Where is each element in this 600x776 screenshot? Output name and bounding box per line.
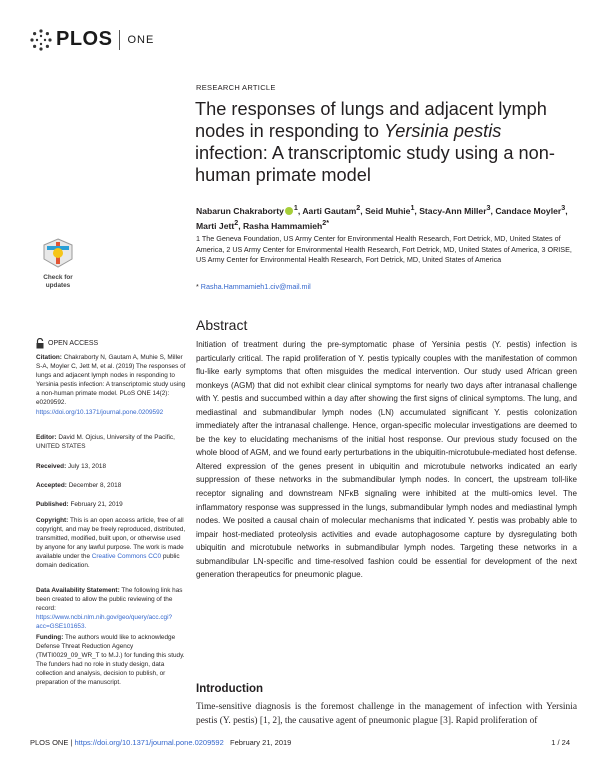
- check-updates-label: Check for updates: [43, 274, 73, 289]
- crossmark-icon: [37, 237, 79, 269]
- published-label: Published:: [36, 501, 69, 508]
- received-label: Received:: [36, 463, 67, 470]
- open-access-label: OPEN ACCESS: [48, 340, 99, 347]
- journal-logo[interactable]: [30, 28, 154, 51]
- author-name[interactable]: Aarti Gautam: [302, 205, 357, 216]
- author-name[interactable]: Stacy-Ann Miller: [419, 205, 487, 216]
- received-block: [36, 462, 186, 471]
- abstract-heading: Abstract: [196, 317, 248, 333]
- footer-doi-link[interactable]: https://doi.org/10.1371/journal.pone.0209592: [74, 738, 224, 747]
- accepted-block: [36, 481, 186, 490]
- cc0-link[interactable]: Creative Commons CC0: [91, 553, 162, 561]
- author-sup: 1: [410, 204, 415, 212]
- plos-dots-icon: [30, 29, 52, 51]
- open-access-badge: [36, 338, 98, 349]
- title-italic: Yersinia pestis: [384, 121, 502, 141]
- affiliations: 1 The Geneva Foundation, US Army Center for Environmental Health Research, Fort Detrick, MD, United States of America, 2 US Army Center for Environmental Health Research, Fort Detrick, MD, United States of America, 3 ORISE, US Army Center for Environmental Health Research, Fort Detrick, MD, United States of America: [196, 234, 572, 265]
- article-type: RESEARCH ARTICLE: [196, 83, 276, 92]
- open-lock-icon: [36, 338, 44, 349]
- title-part-1: The responses of lungs and adjacent lymph nodes in responding to: [195, 99, 547, 141]
- article-title: [195, 98, 575, 186]
- editor-text: David M. Ojcius, University of the Pacific, UNITED STATES: [36, 434, 175, 451]
- citation-label: Citation:: [36, 354, 62, 361]
- copyright-label: Copyright:: [36, 517, 69, 524]
- corresponding-email: * Rasha.Hammamieh1.civ@mail.mil: [196, 282, 311, 291]
- copyright-block: [36, 516, 186, 571]
- citation-block: [36, 353, 186, 417]
- footer-citation: PLOS ONE | https://doi.org/10.1371/journal.pone.0209592 February 21, 2019: [30, 738, 292, 747]
- author-sup: 2: [356, 204, 361, 212]
- editor-label: Editor:: [36, 434, 57, 441]
- funding-text: The authors would like to acknowledge Defense Threat Reduction Agency (TMTI0029_09_WR_T to M.J.) for funding this study. The funders had no role in study design, data collection and analysis, decision to publish, or preparation of the manuscript.: [36, 634, 185, 687]
- logo-divider: [119, 30, 120, 50]
- author-sup: 3: [486, 204, 491, 212]
- email-link[interactable]: Rasha.Hammamieh1.civ@mail.mil: [200, 282, 311, 291]
- editor-block: [36, 433, 186, 451]
- introduction-heading: Introduction: [196, 683, 264, 695]
- footer-date: February 21, 2019: [230, 738, 292, 747]
- data-availability-label: Data Availability Statement:: [36, 587, 120, 594]
- author-list: Nabarun Chakraborty $^1$, Aarti Gautam$^2$, Seid Muhie$^1$, Stacy-Ann Miller$^3$, Candace Moyler$^3$, Marti Jett$^2$, Rasha Hammamieh$^{2*}$: [196, 204, 568, 231]
- author-sup: 3: [561, 204, 566, 212]
- funding-block: [36, 633, 186, 688]
- author-sup: 1: [293, 204, 298, 212]
- funding-label: Funding:: [36, 634, 64, 641]
- author-sup: 2: [234, 218, 239, 227]
- data-availability-text: The following link has been created to allow the public reviewing of the record:: [36, 587, 183, 613]
- received-date: July 13, 2018: [67, 463, 107, 470]
- copyright-text: This is an open access article, free of all copyright, and may be freely reproduced, distributed, transmitted, modified, built upon, or otherwise used by anyone for any lawful purpose. The work is made available under the: [36, 517, 186, 561]
- author-name[interactable]: Marti Jett: [196, 220, 235, 231]
- page-number: 1 / 24: [551, 738, 570, 747]
- footer-journal: PLOS ONE: [30, 738, 69, 747]
- author-name[interactable]: Candace Moyler: [495, 205, 562, 216]
- data-availability-block: [36, 586, 186, 631]
- orcid-icon[interactable]: [285, 207, 293, 215]
- published-block: [36, 500, 186, 509]
- author-name[interactable]: Seid Muhie: [365, 205, 411, 216]
- accepted-label: Accepted:: [36, 482, 67, 489]
- check-for-updates-badge[interactable]: [37, 237, 79, 289]
- published-date: February 21, 2019: [70, 501, 123, 508]
- page-footer: [30, 738, 570, 747]
- author-name[interactable]: Rasha Hammamieh: [242, 220, 323, 231]
- logo-journal: ONE: [127, 33, 155, 46]
- citation-doi-link[interactable]: https://doi.org/10.1371/journal.pone.0209592: [36, 408, 164, 416]
- copyright-end: public domain dedication.: [36, 553, 180, 570]
- introduction-text: Time-sensitive diagnosis is the foremost challenge in the management of infection with Yersinia pestis (Y. pestis) [1, 2], the causative agent of pneumonic plague [3]. Rapid proliferation of: [196, 702, 577, 726]
- author-sup: 2*: [322, 218, 330, 227]
- geo-link[interactable]: https://www.ncbi.nlm.nih.gov/geo/query/acc.cgi?acc=GSE101653.: [36, 614, 173, 631]
- logo-word: PLOS: [56, 28, 113, 50]
- author-name[interactable]: Nabarun Chakraborty: [196, 205, 284, 216]
- accepted-date: December 8, 2018: [68, 482, 122, 489]
- abstract-text: Initiation of treatment during the pre-symptomatic phase of Yersinia pestis (Y. pestis) infection is particularly critical. The rapid proliferation of Y. pestis typically couples with the manifestation of common flu-like early symptoms that often misguides the medical intervention. Our study used African green monkeys (AGM) that did not exhibit clear clinical symptoms for nearly two days after intranasal challenge with Y. pestis and succumbed within a day after showing the first signs of clinical symptoms. The lung, and mediastinal and submandibular lymph nodes (LN) accumulated significant Y. pestis colonization immediately after the intranasal challenge. Hence, organ-specific molecular investigations are deemed to be the key to elucidating mechanisms of the initial host response. Our previous study focused on the whole blood of AGM, and we found early perturbations in the ubiquitin-microtubule-mediated host defense. Altered expression of the genes present in ubiquitin and microtubule networks indicated an early suppression of these networks in the submandibular lymph nodes. In concert, the upstream toll-like receptor signaling and downstream NFκB signaling were inhibited at the multi-omics level. The inflammatory response was suppressed in the lungs, submandibular lymph nodes and mediastinal lymph nodes. We posited a causal chain of molecular mechanisms that indicated Y. pestis was probably able to impair host-mediated proteolysis activities and evade autophagosome capture by dysregulating both ubiquitin and microtubule networks in submandibular lymph nodes. Targeting these networks in a submandibular LN-specific and time-resolved fashion could be essential for development of the next generation therapeutics for pneumonic plague.: [196, 340, 577, 580]
- citation-text: Chakraborty N, Gautam A, Muhie S, Miller S-A, Moyler C, Jett M, et al. (2019) The responses of lungs and adjacent lymph nodes in responding to Yersinia pestis infection: A transcriptomic study using a non-human primate model. PLoS ONE 14(2): e0209592.: [36, 354, 186, 407]
- title-part-2: infection: A transcriptomic study using a non-human primate model: [195, 143, 555, 185]
